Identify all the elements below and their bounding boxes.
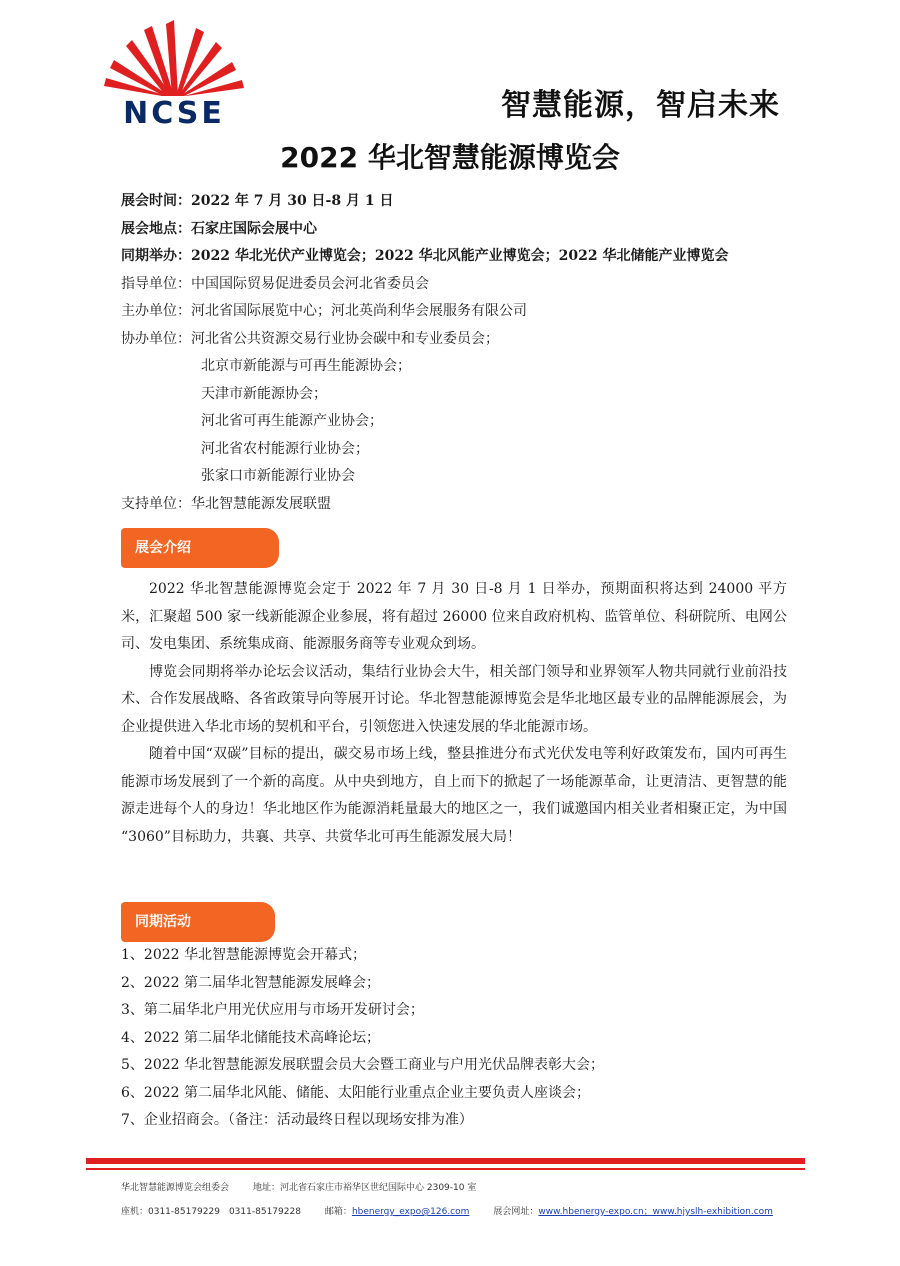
list-item: 4、2022 第二届华北储能技术高峰论坛； — [121, 1029, 380, 1046]
page-title: 2022 华北智慧能源博览会 — [280, 141, 620, 174]
info-label: 主办单位： — [121, 303, 191, 319]
footer-divider — [86, 1158, 805, 1164]
info-value: 中国国际贸易促进委员会河北省委员会 — [191, 275, 429, 292]
footer-email-link[interactable]: hbenergy_expo@126.com — [351, 1207, 470, 1217]
info-co-item: 河北省可再生能源产业协会； — [201, 413, 383, 429]
footer-address: 地址：河北省石家庄市裕华区世纪国际中心 2309-10 室 — [253, 1183, 477, 1193]
info-value: 河北省公共资源交易行业协会碳中和专业委员会； — [191, 330, 499, 347]
sunburst-logo-icon — [104, 16, 244, 98]
info-value: 2022 华北光伏产业博览会；2022 华北风能产业博览会；2022 华北储能产业博览会 — [191, 248, 729, 264]
info-guide — [121, 273, 801, 301]
info-venue — [121, 218, 801, 246]
info-label: 指导单位： — [121, 275, 191, 292]
footer-divider-thin — [86, 1168, 805, 1170]
info-value: 石家庄国际会展中心 — [191, 220, 317, 237]
info-support — [121, 493, 801, 521]
intro-paragraph: 2022 华北智慧能源博览会定于 2022 年 7 月 30 日-8 月 1 日举办，预期面积将达到 24000 平方米，汇聚超 500 家一线新能源企业参展，将有超过 26000 位来自政府机构、监管单位、科研院所、电网公司、发电集团、系统集成商、能源服务商等专业观众到场。 — [121, 581, 787, 652]
info-label: 同期举办： — [121, 248, 191, 264]
info-time — [121, 190, 801, 218]
list-item: 2、2022 第二届华北智慧能源发展峰会； — [121, 974, 380, 991]
logo-text: NCSE — [123, 96, 225, 131]
footer-phone: 座机：0311-85179229 0311-85179228 — [121, 1207, 301, 1217]
footer-org: 华北智慧能源博览会组委会 — [121, 1183, 230, 1193]
list-item: 7、企业招商会。（备注：活动最终日程以现场安排为准） — [121, 1112, 473, 1128]
exhibition-info — [121, 190, 801, 520]
intro-paragraph: 博览会同期将举办论坛会议活动，集结行业协会大牛，相关部门领导和业界领军人物共同就行业前沿技术、合作发展战略、各省政策导向等展开讨论。华北智慧能源博览会是华北地区最专业的品牌能源展会，为企业提供进入华北市场的契机和平台，引领您进入快速发展的华北能源市场。 — [121, 663, 787, 735]
list-item: 6、2022 第二届华北风能、储能、太阳能行业重点企业主要负责人座谈会； — [121, 1084, 590, 1101]
section-heading-activities: 同期活动 — [121, 902, 275, 942]
activities-list — [121, 944, 801, 1137]
info-label: 支持单位： — [121, 495, 191, 512]
list-item: 5、2022 华北智慧能源发展联盟会员大会暨工商业与户用光伏品牌表彰大会； — [121, 1057, 604, 1073]
slogan: 智慧能源，智启未来 — [501, 88, 780, 123]
intro-text — [121, 576, 787, 851]
info-value: 2022 年 7 月 30 日-8 月 1 日 — [191, 193, 394, 209]
footer-email-label: 邮箱： — [324, 1207, 352, 1217]
info-co-item: 北京市新能源与可再生能源协会； — [201, 358, 411, 374]
footer-site-link[interactable]: www.hbenergy-expo.cn；www.hjyslh-exhibition.com — [538, 1207, 773, 1217]
list-item: 3、第二届华北户用光伏应用与市场开发研讨会； — [121, 1002, 424, 1018]
info-co — [121, 328, 801, 356]
footer-site-label: 展会网址： — [493, 1207, 539, 1217]
info-co-item: 河北省农村能源行业协会； — [201, 440, 369, 457]
info-co-item: 张家口市新能源行业协会 — [201, 468, 355, 484]
intro-paragraph: 随着中国“双碳”目标的提出，碳交易市场上线，整县推进分布式光伏发电等利好政策发布，国内可再生能源市场发展到了一个新的高度。从中央到地方，自上而下的掀起了一场能源革命，让更清洁、更智慧的能源走进每个人的身边！华北地区作为能源消耗量最大的地区之一，我们诚邀国内相关业者相聚正定，为中国 “3060”目标助力，共襄、共享、共赏华北可再生能源发展大局！ — [121, 746, 787, 845]
info-value: 华北智慧能源发展联盟 — [191, 495, 331, 512]
footer-line-2 — [121, 1204, 773, 1217]
info-label: 协办单位： — [121, 330, 191, 347]
list-item: 1、2022 华北智慧能源博览会开幕式； — [121, 947, 366, 963]
info-label: 展会时间： — [121, 193, 191, 209]
section-heading-intro: 展会介绍 — [121, 528, 279, 568]
info-co-item: 天津市新能源协会； — [201, 385, 327, 402]
info-concurrent — [121, 245, 801, 273]
info-label: 展会地点： — [121, 220, 191, 237]
info-host — [121, 300, 801, 328]
footer-line-1 — [121, 1180, 476, 1193]
ncse-logo — [104, 16, 244, 131]
info-value: 河北省国际展览中心；河北英尚利华会展服务有限公司 — [191, 303, 527, 319]
